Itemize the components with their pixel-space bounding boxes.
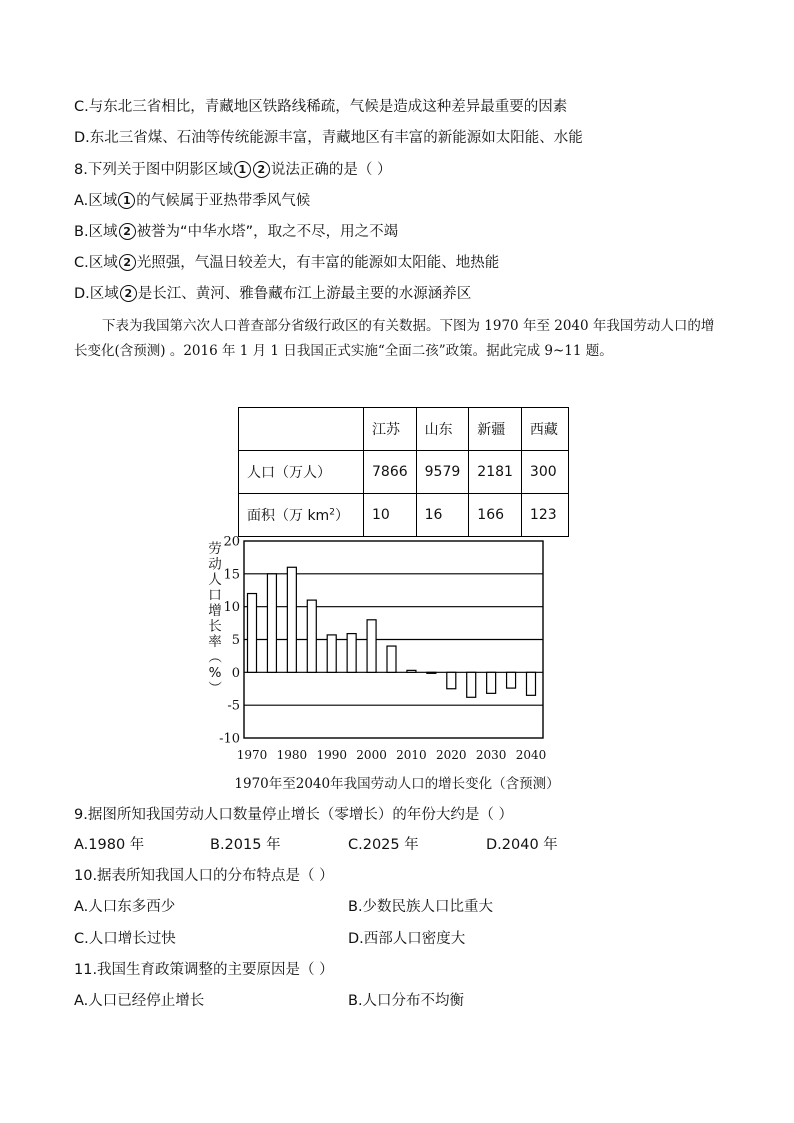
bar	[507, 672, 516, 688]
population-table	[238, 407, 569, 537]
table-header-cell: 西藏	[521, 408, 568, 451]
y-tick-label: -5	[227, 698, 240, 714]
bar	[427, 672, 436, 673]
y-axis-label-char: 动	[208, 556, 222, 573]
q7-option-d: D.东北三省煤、石油等传统能源丰富，青藏地区有丰富的新能源如太阳能、水能	[74, 130, 583, 146]
q8-stem: 8.下列关于图中阴影区域 1 2 说法正确的是（ ）	[74, 162, 392, 178]
y-axis-label-char: 率	[208, 634, 222, 650]
y-tick-label: 20	[223, 534, 240, 550]
table-cell: 9579	[416, 451, 469, 494]
bar	[487, 672, 496, 693]
y-axis-label-char: ）	[206, 680, 222, 695]
q10-option-a: A.人口东多西少	[74, 899, 176, 915]
table-row	[239, 451, 569, 494]
table-header-cell	[239, 408, 364, 451]
table-cell: 123	[521, 494, 568, 537]
x-tick-label: 2010	[396, 748, 427, 762]
y-tick-label: 10	[223, 600, 240, 616]
table-cell: 10	[364, 494, 417, 537]
table-header-cell: 新疆	[469, 408, 522, 451]
bar	[407, 670, 416, 672]
region-2-mark: 2	[119, 254, 136, 271]
bar	[527, 672, 536, 695]
table-cell: 2181	[469, 451, 522, 494]
region-1-mark: 1	[234, 161, 251, 178]
y-axis-label-char: %	[208, 665, 222, 681]
table-cell: 7866	[364, 451, 417, 494]
x-tick-label: 2000	[356, 748, 387, 762]
table-row-label: 人口（万人）	[239, 451, 364, 494]
bar	[307, 600, 316, 672]
y-tick-label: 0	[231, 665, 240, 681]
y-axis-label-char: 长	[208, 618, 222, 635]
table-cell: 300	[521, 451, 568, 494]
q11-option-a: A.人口已经停止增长	[74, 993, 205, 1009]
labor-growth-chart	[200, 532, 594, 768]
bar	[387, 646, 396, 672]
table-cell: 166	[469, 494, 522, 537]
chart-caption: 1970年至2040年我国劳动人口的增长变化（含预测）	[234, 776, 560, 792]
bar	[327, 635, 336, 672]
q8-option-a: A.区域 1 的气候属于亚热带季风气候	[74, 193, 311, 209]
x-tick-label: 1970	[236, 748, 268, 762]
region-2-mark: 2	[120, 285, 137, 302]
q10-option-d: D.西部人口密度大	[348, 931, 466, 947]
region-1-mark: 1	[118, 192, 135, 209]
q8-option-d: D.区域 2 是长江、黄河、雅鲁藏布江上游最主要的水源涵养区	[74, 286, 472, 302]
table-row	[239, 494, 569, 537]
table-row-label: 面积（万 $km^2$）	[239, 494, 364, 537]
table-header-cell: 江苏	[364, 408, 417, 451]
q10-option-b: B.少数民族人口比重大	[348, 899, 494, 915]
y-tick-label: 5	[231, 633, 240, 648]
x-tick-label: 2040	[515, 748, 547, 762]
q7-option-c: C.与东北三省相比，青藏地区铁路线稀疏，气候是造成这种差异最重要的因素	[74, 99, 568, 115]
region-2-mark: 2	[119, 223, 136, 240]
y-axis-label-char: 人	[208, 572, 222, 588]
bar	[287, 567, 296, 672]
bar	[467, 672, 476, 697]
q11-option-b: B.人口分布不均衡	[348, 993, 465, 1009]
table-row	[239, 408, 569, 451]
q9-option-a: A.1980 年	[74, 837, 145, 853]
bar	[248, 594, 257, 673]
x-tick-label: 2030	[475, 748, 507, 762]
x-tick-label: 1980	[276, 748, 308, 762]
q9-stem: 9.据图所知我国劳动人口数量停止增长（零增长）的年份大约是（ ）	[74, 807, 513, 823]
q10-stem: 10.据表所知我国人口的分布特点是（ ）	[74, 868, 334, 884]
q9-option-d: D.2040 年	[486, 837, 558, 853]
y-axis-label-char: 劳	[208, 541, 222, 557]
q8-option-c: C.区域 2 光照强，气温日较差大，有丰富的能源如太阳能、地热能	[74, 255, 500, 271]
y-axis-label-char: （	[206, 649, 222, 664]
q11-stem: 11.我国生育政策调整的主要原因是（ ）	[74, 962, 334, 978]
intro-paragraph: 下表为我国第六次人口普查部分省级行政区的有关数据。下图为 1970 年至 2040 年我国劳动人口的增长变化(含预测) 。2016 年 1 月 1 日我国正式实施“全面二孩”政策。据此完成 9~11 题。	[74, 318, 715, 359]
table-header-cell: 山东	[416, 408, 469, 451]
bar	[447, 672, 456, 688]
bar	[267, 574, 276, 673]
y-tick-label: -10	[219, 731, 240, 747]
bar	[367, 620, 376, 673]
q8-option-b: B.区域 2 被誉为“中华水塔”，取之不尽，用之不竭	[74, 224, 399, 240]
bar	[347, 634, 356, 673]
y-axis-label-char: 增	[208, 603, 222, 619]
x-tick-label: 2020	[436, 748, 467, 762]
table-cell: 16	[416, 494, 469, 537]
q10-option-c: C.人口增长过快	[74, 931, 176, 947]
q9-option-c: C.2025 年	[348, 837, 419, 853]
y-axis-label-char: 口	[208, 587, 222, 604]
q9-option-b: B.2015 年	[210, 837, 281, 853]
y-tick-label: 15	[223, 567, 240, 583]
x-tick-label: 1990	[316, 748, 347, 762]
region-2-mark: 2	[253, 161, 270, 178]
